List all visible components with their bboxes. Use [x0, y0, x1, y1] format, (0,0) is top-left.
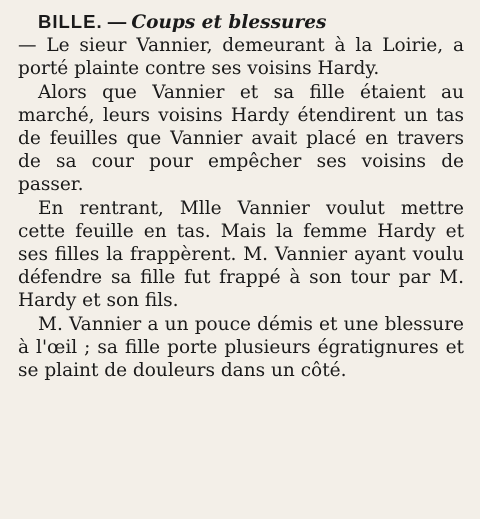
article-paragraph: M. Vannier a un pouce démis et une blessure à l'œil ; sa fille porte plusieurs égratignures et se plaint de douleurs dans un côté. — [18, 313, 464, 382]
headline-dash: — — [102, 11, 132, 32]
news-article — [18, 10, 464, 382]
article-paragraph: Alors que Vannier et sa fille étaient au marché, leurs voisins Hardy étendirent un tas de feuilles que Vannier avait placé en travers de sa cour pour empêcher ses voisins de passer. — [18, 81, 464, 196]
article-headline — [18, 10, 464, 34]
article-paragraph: En rentrant, Mlle Vannier voulut mettre cette feuille en tas. Mais la femme Hardy et ses filles la frappèrent. M. Vannier ayant voulu défendre sa fille fut frappé à son tour par M. Hardy et son fils. — [18, 197, 464, 312]
headline-topic: Coups et blessures — [131, 12, 327, 33]
article-paragraph: — Le sieur Vannier, demeurant à la Loirie, a porté plainte contre ses voisins Hardy. — [18, 35, 464, 80]
headline-place: BILLE. — [38, 11, 103, 32]
